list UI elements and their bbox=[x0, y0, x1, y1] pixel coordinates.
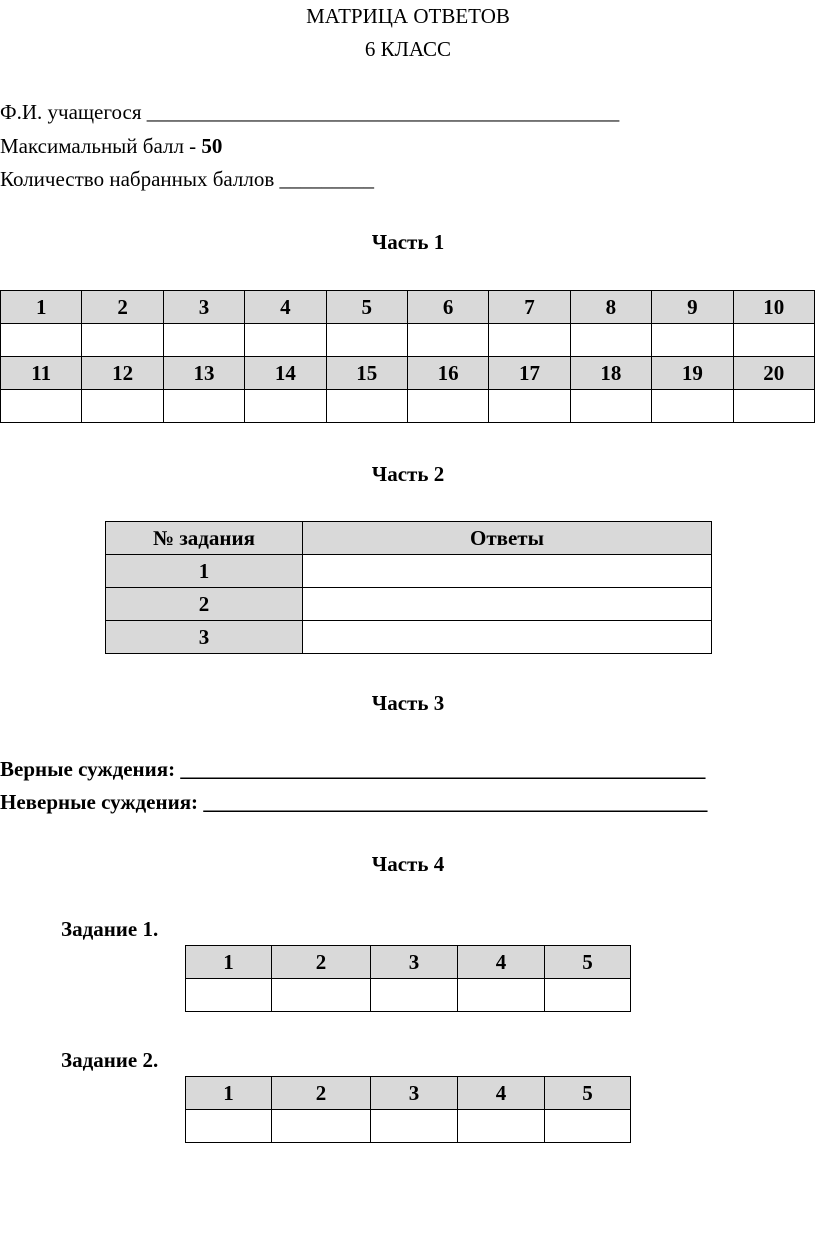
answer-cell[interactable] bbox=[652, 390, 733, 423]
part1-header-row-2 bbox=[1, 357, 815, 390]
task-number: 1 bbox=[106, 555, 303, 588]
student-name-label: Ф.И. учащегося bbox=[0, 100, 142, 124]
part3-title: Часть 3 bbox=[371, 691, 445, 715]
part1-cell: 4 bbox=[245, 291, 326, 324]
task2-answer-row bbox=[186, 1110, 631, 1143]
part2-row bbox=[106, 621, 712, 654]
document-title: МАТРИЦА ОТВЕТОВ bbox=[306, 4, 510, 28]
task-number-header: № задания bbox=[106, 522, 303, 555]
part1-cell: 8 bbox=[570, 291, 651, 324]
max-score-value: 50 bbox=[201, 134, 223, 158]
answer-cell[interactable] bbox=[407, 390, 488, 423]
answer-cell[interactable] bbox=[1, 390, 82, 423]
answer-cell[interactable] bbox=[163, 324, 244, 357]
answer-cell[interactable] bbox=[570, 390, 651, 423]
answer-cell[interactable] bbox=[303, 588, 712, 621]
task1-header-row bbox=[186, 946, 631, 979]
false-statements-line bbox=[0, 789, 707, 815]
answer-cell[interactable] bbox=[570, 324, 651, 357]
part1-cell: 15 bbox=[326, 357, 407, 390]
part2-row bbox=[106, 588, 712, 621]
part1-answer-row-1 bbox=[1, 324, 815, 357]
false-statements-label: Неверные суждения: bbox=[0, 790, 199, 814]
task1-label: Задание 1. bbox=[61, 917, 159, 941]
task1-answer-row bbox=[186, 979, 631, 1012]
part1-cell: 1 bbox=[1, 291, 82, 324]
grade-label: 6 КЛАСС bbox=[364, 37, 452, 61]
answer-cell[interactable] bbox=[371, 979, 458, 1012]
answer-cell[interactable] bbox=[245, 324, 326, 357]
answers-header: Ответы bbox=[303, 522, 712, 555]
answer-cell[interactable] bbox=[303, 555, 712, 588]
part1-answer-row-2 bbox=[1, 390, 815, 423]
answer-cell[interactable] bbox=[489, 324, 570, 357]
task2-cell: 5 bbox=[545, 1077, 631, 1110]
answer-cell[interactable] bbox=[326, 390, 407, 423]
answer-cell[interactable] bbox=[545, 979, 631, 1012]
answer-cell[interactable] bbox=[545, 1110, 631, 1143]
part1-cell: 5 bbox=[326, 291, 407, 324]
task1-cell: 1 bbox=[186, 946, 272, 979]
task1-cell: 4 bbox=[458, 946, 545, 979]
true-statements-line bbox=[0, 756, 705, 782]
answer-cell[interactable] bbox=[82, 390, 163, 423]
answer-cell[interactable] bbox=[272, 979, 371, 1012]
part2-table bbox=[105, 521, 712, 654]
answer-cell[interactable] bbox=[652, 324, 733, 357]
answer-cell[interactable] bbox=[326, 324, 407, 357]
answer-cell[interactable] bbox=[186, 1110, 272, 1143]
task2-cell: 3 bbox=[371, 1077, 458, 1110]
max-score-line bbox=[0, 133, 222, 159]
task-number: 3 bbox=[106, 621, 303, 654]
part1-title: Часть 1 bbox=[371, 230, 445, 254]
answer-cell[interactable] bbox=[186, 979, 272, 1012]
part1-cell: 3 bbox=[163, 291, 244, 324]
task2-cell: 4 bbox=[458, 1077, 545, 1110]
answer-cell[interactable] bbox=[163, 390, 244, 423]
answer-cell[interactable] bbox=[272, 1110, 371, 1143]
answer-cell[interactable] bbox=[489, 390, 570, 423]
answer-cell[interactable] bbox=[1, 324, 82, 357]
score-field[interactable]: _________ bbox=[279, 167, 375, 191]
part1-cell: 12 bbox=[82, 357, 163, 390]
answer-cell[interactable] bbox=[303, 621, 712, 654]
task1-table bbox=[185, 945, 631, 1012]
part1-cell: 7 bbox=[489, 291, 570, 324]
task1-cell: 2 bbox=[272, 946, 371, 979]
student-name-field[interactable]: _____________________________________________ bbox=[146, 100, 620, 124]
score-line bbox=[0, 166, 374, 192]
true-statements-field[interactable]: __________________________________________________ bbox=[180, 757, 706, 781]
part1-cell: 11 bbox=[1, 357, 82, 390]
part4-title: Часть 4 bbox=[371, 852, 445, 876]
answer-cell[interactable] bbox=[733, 390, 814, 423]
task2-header-row bbox=[186, 1077, 631, 1110]
true-statements-label: Верные суждения: bbox=[0, 757, 176, 781]
answer-cell[interactable] bbox=[407, 324, 488, 357]
answer-cell[interactable] bbox=[371, 1110, 458, 1143]
part1-header-row-1 bbox=[1, 291, 815, 324]
part1-table bbox=[0, 290, 815, 423]
part1-cell: 9 bbox=[652, 291, 733, 324]
answer-cell[interactable] bbox=[245, 390, 326, 423]
max-score-label: Максимальный балл - bbox=[0, 134, 202, 158]
task1-cell: 5 bbox=[545, 946, 631, 979]
task2-label: Задание 2. bbox=[61, 1048, 159, 1072]
false-statements-field[interactable]: ________________________________________________ bbox=[203, 790, 708, 814]
part1-cell: 14 bbox=[245, 357, 326, 390]
part1-cell: 16 bbox=[407, 357, 488, 390]
answer-cell[interactable] bbox=[733, 324, 814, 357]
part2-row bbox=[106, 555, 712, 588]
part1-cell: 13 bbox=[163, 357, 244, 390]
answer-cell[interactable] bbox=[458, 1110, 545, 1143]
task-number: 2 bbox=[106, 588, 303, 621]
task2-table bbox=[185, 1076, 631, 1143]
task2-cell: 2 bbox=[272, 1077, 371, 1110]
task1-cell: 3 bbox=[371, 946, 458, 979]
part1-cell: 19 bbox=[652, 357, 733, 390]
part2-header-row bbox=[106, 522, 712, 555]
part1-cell: 6 bbox=[407, 291, 488, 324]
part2-title: Часть 2 bbox=[371, 462, 445, 486]
part1-cell: 17 bbox=[489, 357, 570, 390]
part1-cell: 20 bbox=[733, 357, 814, 390]
student-name-line bbox=[0, 99, 619, 125]
answer-cell[interactable] bbox=[82, 324, 163, 357]
part1-cell: 10 bbox=[733, 291, 814, 324]
part1-cell: 18 bbox=[570, 357, 651, 390]
score-label: Количество набранных баллов bbox=[0, 167, 275, 191]
part1-cell: 2 bbox=[82, 291, 163, 324]
task2-cell: 1 bbox=[186, 1077, 272, 1110]
answer-cell[interactable] bbox=[458, 979, 545, 1012]
